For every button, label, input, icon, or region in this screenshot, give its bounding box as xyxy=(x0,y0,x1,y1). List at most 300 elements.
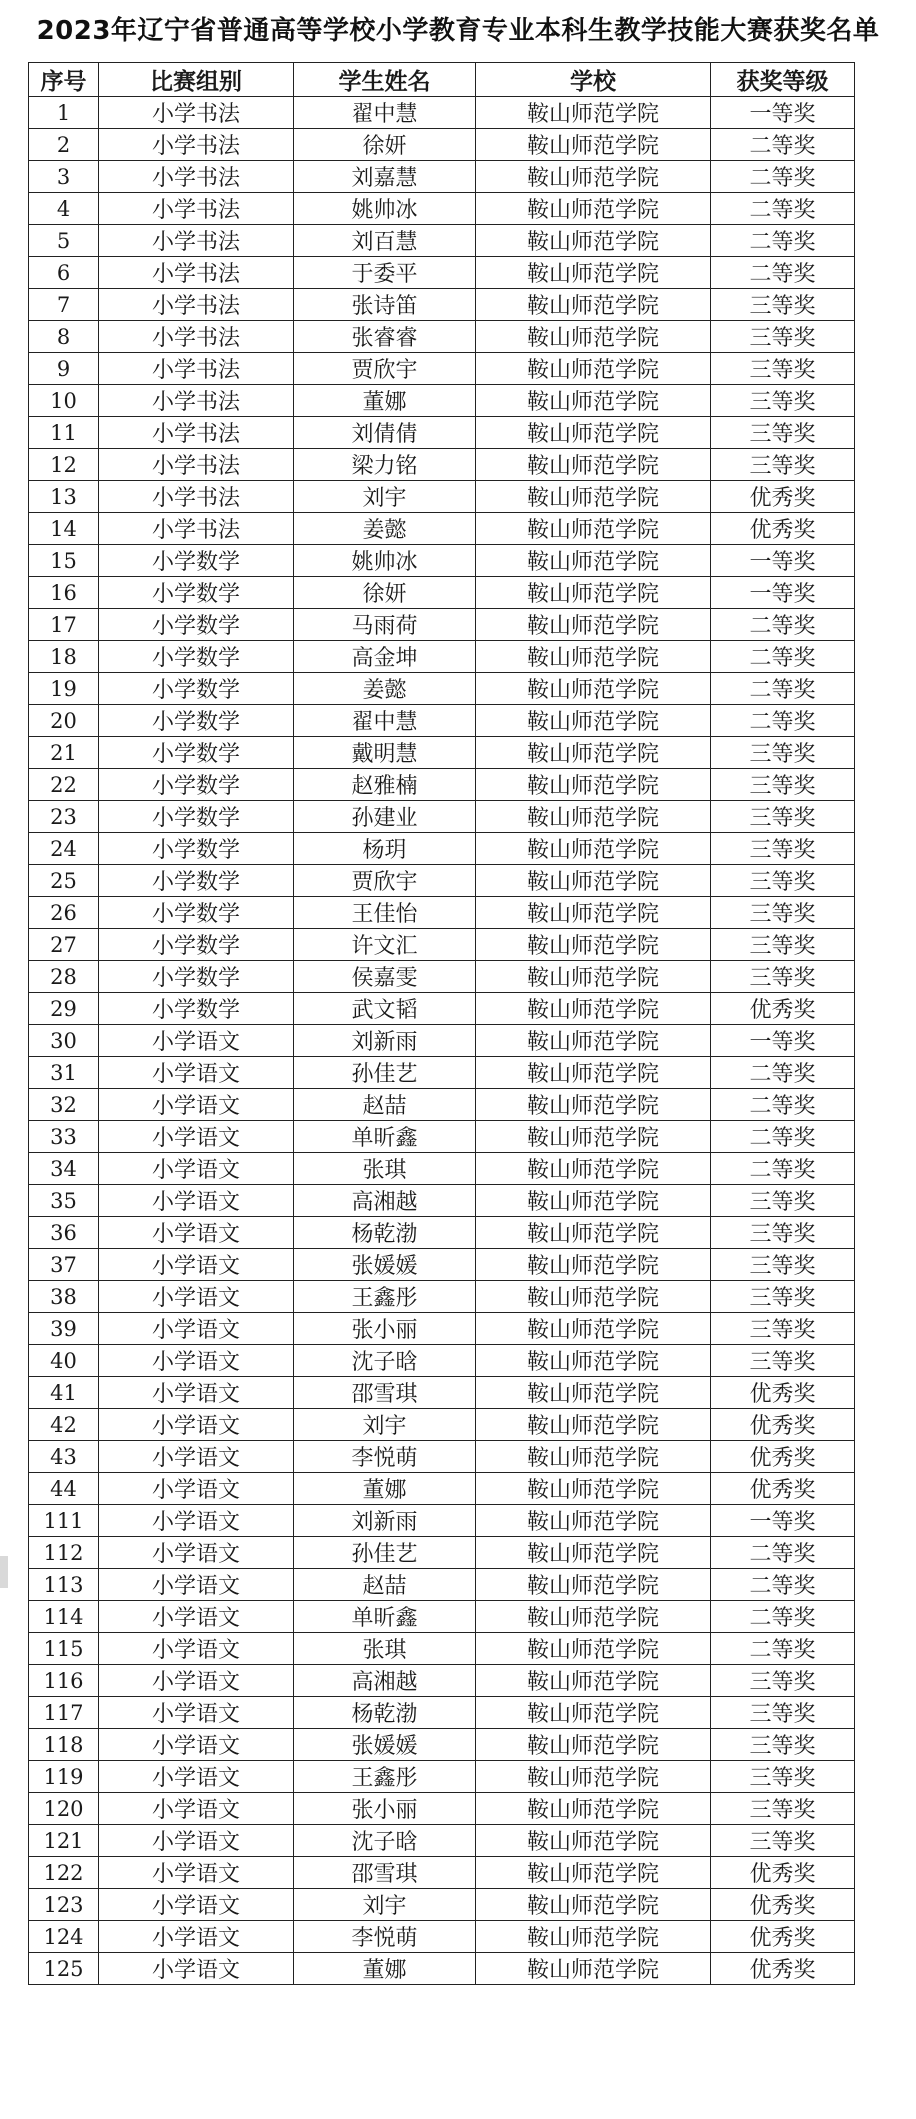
table-row xyxy=(29,865,855,897)
cell-number: 113 xyxy=(29,1569,99,1601)
cell-category: 小学数学 xyxy=(99,993,294,1025)
cell-category: 小学语文 xyxy=(99,1889,294,1921)
cell-student-name: 董娜 xyxy=(294,385,476,417)
cell-student-name: 高湘越 xyxy=(294,1665,476,1697)
cell-category: 小学数学 xyxy=(99,641,294,673)
cell-number: 16 xyxy=(29,577,99,609)
cell-award-level: 三等奖 xyxy=(711,417,855,449)
table-row xyxy=(29,1825,855,1857)
cell-number: 17 xyxy=(29,609,99,641)
cell-number: 41 xyxy=(29,1377,99,1409)
cell-award-level: 二等奖 xyxy=(711,225,855,257)
cell-category: 小学语文 xyxy=(99,1953,294,1985)
table-row xyxy=(29,545,855,577)
cell-school: 鞍山师范学院 xyxy=(476,257,711,289)
table-row xyxy=(29,1921,855,1953)
cell-school: 鞍山师范学院 xyxy=(476,961,711,993)
cell-student-name: 张媛媛 xyxy=(294,1729,476,1761)
cell-student-name: 杨乾渤 xyxy=(294,1217,476,1249)
cell-student-name: 翟中慧 xyxy=(294,705,476,737)
cell-award-level: 二等奖 xyxy=(711,193,855,225)
table-row xyxy=(29,1665,855,1697)
header-student-name: 学生姓名 xyxy=(294,63,476,97)
cell-school: 鞍山师范学院 xyxy=(476,353,711,385)
cell-category: 小学书法 xyxy=(99,449,294,481)
cell-number: 3 xyxy=(29,161,99,193)
table-row xyxy=(29,1569,855,1601)
cell-number: 114 xyxy=(29,1601,99,1633)
cell-category: 小学书法 xyxy=(99,513,294,545)
cell-school: 鞍山师范学院 xyxy=(476,289,711,321)
cell-student-name: 张诗笛 xyxy=(294,289,476,321)
cell-school: 鞍山师范学院 xyxy=(476,833,711,865)
cell-category: 小学语文 xyxy=(99,1665,294,1697)
table-row xyxy=(29,129,855,161)
cell-student-name: 梁力铭 xyxy=(294,449,476,481)
cell-award-level: 二等奖 xyxy=(711,1633,855,1665)
cell-number: 121 xyxy=(29,1825,99,1857)
cell-category: 小学语文 xyxy=(99,1377,294,1409)
cell-school: 鞍山师范学院 xyxy=(476,1217,711,1249)
cell-student-name: 杨玥 xyxy=(294,833,476,865)
cell-school: 鞍山师范学院 xyxy=(476,1281,711,1313)
cell-student-name: 刘倩倩 xyxy=(294,417,476,449)
table-row xyxy=(29,1217,855,1249)
cell-category: 小学语文 xyxy=(99,1409,294,1441)
cell-school: 鞍山师范学院 xyxy=(476,385,711,417)
cell-category: 小学数学 xyxy=(99,577,294,609)
cell-number: 115 xyxy=(29,1633,99,1665)
cell-school: 鞍山师范学院 xyxy=(476,865,711,897)
header-school: 学校 xyxy=(476,63,711,97)
cell-number: 29 xyxy=(29,993,99,1025)
table-row xyxy=(29,1953,855,1985)
cell-category: 小学语文 xyxy=(99,1057,294,1089)
cell-number: 12 xyxy=(29,449,99,481)
cell-number: 19 xyxy=(29,673,99,705)
cell-number: 8 xyxy=(29,321,99,353)
cell-award-level: 优秀奖 xyxy=(711,1889,855,1921)
cell-student-name: 侯嘉雯 xyxy=(294,961,476,993)
cell-number: 111 xyxy=(29,1505,99,1537)
cell-school: 鞍山师范学院 xyxy=(476,1953,711,1985)
cell-award-level: 一等奖 xyxy=(711,1505,855,1537)
cell-award-level: 二等奖 xyxy=(711,1601,855,1633)
cell-award-level: 三等奖 xyxy=(711,865,855,897)
cell-category: 小学数学 xyxy=(99,673,294,705)
cell-school: 鞍山师范学院 xyxy=(476,737,711,769)
cell-award-level: 三等奖 xyxy=(711,1697,855,1729)
table-row xyxy=(29,353,855,385)
cell-category: 小学书法 xyxy=(99,289,294,321)
cell-category: 小学书法 xyxy=(99,193,294,225)
cell-award-level: 优秀奖 xyxy=(711,513,855,545)
cell-category: 小学语文 xyxy=(99,1569,294,1601)
table-row xyxy=(29,1441,855,1473)
cell-student-name: 沈子晗 xyxy=(294,1345,476,1377)
cell-award-level: 优秀奖 xyxy=(711,1409,855,1441)
table-row xyxy=(29,1345,855,1377)
cell-category: 小学语文 xyxy=(99,1793,294,1825)
cell-category: 小学数学 xyxy=(99,929,294,961)
cell-number: 37 xyxy=(29,1249,99,1281)
cell-student-name: 单昕鑫 xyxy=(294,1121,476,1153)
table-row xyxy=(29,961,855,993)
cell-student-name: 高湘越 xyxy=(294,1185,476,1217)
cell-student-name: 孙建业 xyxy=(294,801,476,833)
cell-category: 小学语文 xyxy=(99,1249,294,1281)
cell-category: 小学语文 xyxy=(99,1505,294,1537)
cell-student-name: 沈子晗 xyxy=(294,1825,476,1857)
cell-number: 2 xyxy=(29,129,99,161)
table-row xyxy=(29,1153,855,1185)
cell-student-name: 赵喆 xyxy=(294,1569,476,1601)
cell-award-level: 优秀奖 xyxy=(711,1857,855,1889)
cell-student-name: 李悦萌 xyxy=(294,1441,476,1473)
cell-category: 小学语文 xyxy=(99,1153,294,1185)
cell-category: 小学数学 xyxy=(99,897,294,929)
table-row xyxy=(29,513,855,545)
cell-number: 14 xyxy=(29,513,99,545)
cell-category: 小学数学 xyxy=(99,801,294,833)
cell-award-level: 二等奖 xyxy=(711,257,855,289)
cell-award-level: 三等奖 xyxy=(711,385,855,417)
table-row xyxy=(29,1633,855,1665)
table-row xyxy=(29,385,855,417)
cell-award-level: 二等奖 xyxy=(711,1153,855,1185)
cell-number: 118 xyxy=(29,1729,99,1761)
cell-award-level: 三等奖 xyxy=(711,801,855,833)
cell-category: 小学语文 xyxy=(99,1089,294,1121)
cell-school: 鞍山师范学院 xyxy=(476,801,711,833)
table-row xyxy=(29,641,855,673)
cell-award-level: 三等奖 xyxy=(711,1793,855,1825)
cell-student-name: 张琪 xyxy=(294,1153,476,1185)
cell-award-level: 三等奖 xyxy=(711,449,855,481)
cell-category: 小学数学 xyxy=(99,705,294,737)
table-row xyxy=(29,289,855,321)
cell-number: 123 xyxy=(29,1889,99,1921)
table-row xyxy=(29,737,855,769)
cell-student-name: 刘宇 xyxy=(294,1889,476,1921)
cell-category: 小学数学 xyxy=(99,833,294,865)
cell-school: 鞍山师范学院 xyxy=(476,897,711,929)
cell-student-name: 单昕鑫 xyxy=(294,1601,476,1633)
cell-award-level: 三等奖 xyxy=(711,1281,855,1313)
table-row xyxy=(29,1025,855,1057)
cell-student-name: 王佳怡 xyxy=(294,897,476,929)
table-row xyxy=(29,1697,855,1729)
cell-category: 小学数学 xyxy=(99,961,294,993)
cell-number: 7 xyxy=(29,289,99,321)
cell-category: 小学书法 xyxy=(99,481,294,513)
cell-category: 小学数学 xyxy=(99,737,294,769)
cell-student-name: 许文汇 xyxy=(294,929,476,961)
table-body xyxy=(29,97,855,1985)
table-row xyxy=(29,257,855,289)
cell-category: 小学语文 xyxy=(99,1441,294,1473)
cell-number: 23 xyxy=(29,801,99,833)
cell-school: 鞍山师范学院 xyxy=(476,417,711,449)
table-row xyxy=(29,609,855,641)
cell-category: 小学数学 xyxy=(99,769,294,801)
cell-student-name: 姜懿 xyxy=(294,673,476,705)
table-row xyxy=(29,897,855,929)
cell-school: 鞍山师范学院 xyxy=(476,1089,711,1121)
cell-award-level: 优秀奖 xyxy=(711,1473,855,1505)
cell-school: 鞍山师范学院 xyxy=(476,1665,711,1697)
cell-student-name: 姚帅冰 xyxy=(294,545,476,577)
cell-number: 10 xyxy=(29,385,99,417)
cell-school: 鞍山师范学院 xyxy=(476,673,711,705)
cell-number: 25 xyxy=(29,865,99,897)
cell-school: 鞍山师范学院 xyxy=(476,769,711,801)
cell-student-name: 姚帅冰 xyxy=(294,193,476,225)
cell-student-name: 戴明慧 xyxy=(294,737,476,769)
cell-student-name: 张琪 xyxy=(294,1633,476,1665)
cell-school: 鞍山师范学院 xyxy=(476,1569,711,1601)
cell-school: 鞍山师范学院 xyxy=(476,1857,711,1889)
cell-student-name: 李悦萌 xyxy=(294,1921,476,1953)
cell-student-name: 董娜 xyxy=(294,1953,476,1985)
cell-category: 小学书法 xyxy=(99,129,294,161)
cell-student-name: 贾欣宇 xyxy=(294,865,476,897)
table-row xyxy=(29,481,855,513)
table-row xyxy=(29,769,855,801)
cell-number: 35 xyxy=(29,1185,99,1217)
table-row xyxy=(29,1089,855,1121)
cell-category: 小学数学 xyxy=(99,609,294,641)
cell-category: 小学语文 xyxy=(99,1761,294,1793)
cell-school: 鞍山师范学院 xyxy=(476,609,711,641)
table-row xyxy=(29,1473,855,1505)
cell-student-name: 张媛媛 xyxy=(294,1249,476,1281)
cell-school: 鞍山师范学院 xyxy=(476,1441,711,1473)
cell-number: 119 xyxy=(29,1761,99,1793)
table-row xyxy=(29,577,855,609)
header-award-level: 获奖等级 xyxy=(711,63,855,97)
cell-award-level: 二等奖 xyxy=(711,1089,855,1121)
cell-school: 鞍山师范学院 xyxy=(476,705,711,737)
table-row xyxy=(29,1185,855,1217)
header-number: 序号 xyxy=(29,63,99,97)
cell-student-name: 董娜 xyxy=(294,1473,476,1505)
cell-category: 小学语文 xyxy=(99,1121,294,1153)
cell-award-level: 三等奖 xyxy=(711,737,855,769)
cell-school: 鞍山师范学院 xyxy=(476,1409,711,1441)
cell-student-name: 徐妍 xyxy=(294,129,476,161)
table-row xyxy=(29,1793,855,1825)
cell-student-name: 杨乾渤 xyxy=(294,1697,476,1729)
cell-student-name: 高金坤 xyxy=(294,641,476,673)
cell-student-name: 孙佳艺 xyxy=(294,1537,476,1569)
table-row xyxy=(29,1057,855,1089)
table-row xyxy=(29,449,855,481)
cell-number: 34 xyxy=(29,1153,99,1185)
cell-award-level: 三等奖 xyxy=(711,1761,855,1793)
table-row xyxy=(29,833,855,865)
cell-category: 小学语文 xyxy=(99,1633,294,1665)
cell-student-name: 刘新雨 xyxy=(294,1025,476,1057)
cell-school: 鞍山师范学院 xyxy=(476,1825,711,1857)
page-title: 2023年辽宁省普通高等学校小学教育专业本科生教学技能大赛获奖名单 xyxy=(36,16,880,46)
table-row xyxy=(29,417,855,449)
cell-category: 小学书法 xyxy=(99,97,294,129)
cell-number: 32 xyxy=(29,1089,99,1121)
cell-number: 18 xyxy=(29,641,99,673)
table-row xyxy=(29,1537,855,1569)
cell-award-level: 三等奖 xyxy=(711,961,855,993)
table-row xyxy=(29,993,855,1025)
table-row xyxy=(29,929,855,961)
cell-number: 124 xyxy=(29,1921,99,1953)
cell-student-name: 武文韬 xyxy=(294,993,476,1025)
table-row xyxy=(29,1249,855,1281)
cell-number: 43 xyxy=(29,1441,99,1473)
cell-number: 27 xyxy=(29,929,99,961)
cell-school: 鞍山师范学院 xyxy=(476,1249,711,1281)
awards-table xyxy=(28,62,855,1985)
cell-school: 鞍山师范学院 xyxy=(476,1345,711,1377)
table-row xyxy=(29,673,855,705)
cell-category: 小学书法 xyxy=(99,161,294,193)
cell-award-level: 优秀奖 xyxy=(711,1377,855,1409)
cell-award-level: 三等奖 xyxy=(711,353,855,385)
table-row xyxy=(29,1121,855,1153)
cell-category: 小学语文 xyxy=(99,1825,294,1857)
cell-school: 鞍山师范学院 xyxy=(476,1793,711,1825)
cell-award-level: 三等奖 xyxy=(711,321,855,353)
cell-school: 鞍山师范学院 xyxy=(476,1921,711,1953)
cell-school: 鞍山师范学院 xyxy=(476,129,711,161)
cell-number: 21 xyxy=(29,737,99,769)
cell-school: 鞍山师范学院 xyxy=(476,225,711,257)
cell-category: 小学书法 xyxy=(99,353,294,385)
cell-number: 42 xyxy=(29,1409,99,1441)
cell-school: 鞍山师范学院 xyxy=(476,1505,711,1537)
cell-award-level: 三等奖 xyxy=(711,1313,855,1345)
table-row xyxy=(29,225,855,257)
table-row xyxy=(29,1857,855,1889)
table-row xyxy=(29,321,855,353)
table-row xyxy=(29,161,855,193)
cell-school: 鞍山师范学院 xyxy=(476,513,711,545)
cell-number: 9 xyxy=(29,353,99,385)
header-row xyxy=(29,63,855,97)
cell-number: 11 xyxy=(29,417,99,449)
cell-school: 鞍山师范学院 xyxy=(476,481,711,513)
cell-category: 小学语文 xyxy=(99,1697,294,1729)
cell-category: 小学书法 xyxy=(99,385,294,417)
cell-student-name: 姜懿 xyxy=(294,513,476,545)
header-category: 比赛组别 xyxy=(99,63,294,97)
cell-number: 13 xyxy=(29,481,99,513)
cell-student-name: 刘新雨 xyxy=(294,1505,476,1537)
cell-award-level: 优秀奖 xyxy=(711,481,855,513)
cell-student-name: 翟中慧 xyxy=(294,97,476,129)
cell-award-level: 三等奖 xyxy=(711,1217,855,1249)
cell-number: 33 xyxy=(29,1121,99,1153)
cell-category: 小学书法 xyxy=(99,225,294,257)
cell-school: 鞍山师范学院 xyxy=(476,1761,711,1793)
cell-school: 鞍山师范学院 xyxy=(476,993,711,1025)
cell-school: 鞍山师范学院 xyxy=(476,1633,711,1665)
cell-category: 小学语文 xyxy=(99,1537,294,1569)
cell-number: 31 xyxy=(29,1057,99,1089)
cell-award-level: 三等奖 xyxy=(711,289,855,321)
cell-award-level: 二等奖 xyxy=(711,129,855,161)
cell-number: 117 xyxy=(29,1697,99,1729)
cell-award-level: 三等奖 xyxy=(711,1249,855,1281)
cell-school: 鞍山师范学院 xyxy=(476,1153,711,1185)
cell-category: 小学数学 xyxy=(99,545,294,577)
cell-number: 4 xyxy=(29,193,99,225)
cell-award-level: 一等奖 xyxy=(711,577,855,609)
cell-award-level: 二等奖 xyxy=(711,1537,855,1569)
cell-award-level: 二等奖 xyxy=(711,1121,855,1153)
cell-school: 鞍山师范学院 xyxy=(476,97,711,129)
cell-school: 鞍山师范学院 xyxy=(476,545,711,577)
table-row xyxy=(29,705,855,737)
cell-number: 20 xyxy=(29,705,99,737)
cell-award-level: 一等奖 xyxy=(711,545,855,577)
table-row xyxy=(29,1505,855,1537)
table-row xyxy=(29,1313,855,1345)
cell-category: 小学语文 xyxy=(99,1473,294,1505)
cell-number: 24 xyxy=(29,833,99,865)
cell-student-name: 邵雪琪 xyxy=(294,1857,476,1889)
cell-category: 小学语文 xyxy=(99,1601,294,1633)
table-row xyxy=(29,1281,855,1313)
cell-category: 小学语文 xyxy=(99,1025,294,1057)
cell-number: 122 xyxy=(29,1857,99,1889)
cell-student-name: 王鑫彤 xyxy=(294,1761,476,1793)
cell-school: 鞍山师范学院 xyxy=(476,1473,711,1505)
table-header xyxy=(29,63,855,97)
cell-number: 125 xyxy=(29,1953,99,1985)
cell-number: 30 xyxy=(29,1025,99,1057)
table-row xyxy=(29,1889,855,1921)
cell-number: 36 xyxy=(29,1217,99,1249)
cell-student-name: 邵雪琪 xyxy=(294,1377,476,1409)
cell-category: 小学语文 xyxy=(99,1281,294,1313)
cell-number: 39 xyxy=(29,1313,99,1345)
cell-student-name: 孙佳艺 xyxy=(294,1057,476,1089)
scan-edge-mark xyxy=(0,1556,8,1588)
cell-number: 112 xyxy=(29,1537,99,1569)
cell-school: 鞍山师范学院 xyxy=(476,321,711,353)
table-row xyxy=(29,801,855,833)
cell-award-level: 二等奖 xyxy=(711,705,855,737)
cell-award-level: 二等奖 xyxy=(711,609,855,641)
cell-award-level: 三等奖 xyxy=(711,1345,855,1377)
cell-category: 小学语文 xyxy=(99,1729,294,1761)
cell-award-level: 二等奖 xyxy=(711,161,855,193)
cell-award-level: 三等奖 xyxy=(711,929,855,961)
cell-student-name: 马雨荷 xyxy=(294,609,476,641)
cell-category: 小学书法 xyxy=(99,257,294,289)
cell-school: 鞍山师范学院 xyxy=(476,1377,711,1409)
table-row xyxy=(29,1601,855,1633)
cell-category: 小学语文 xyxy=(99,1217,294,1249)
cell-award-level: 三等奖 xyxy=(711,1665,855,1697)
cell-award-level: 三等奖 xyxy=(711,897,855,929)
cell-category: 小学语文 xyxy=(99,1185,294,1217)
cell-school: 鞍山师范学院 xyxy=(476,1601,711,1633)
cell-number: 28 xyxy=(29,961,99,993)
cell-student-name: 刘宇 xyxy=(294,481,476,513)
cell-school: 鞍山师范学院 xyxy=(476,1697,711,1729)
